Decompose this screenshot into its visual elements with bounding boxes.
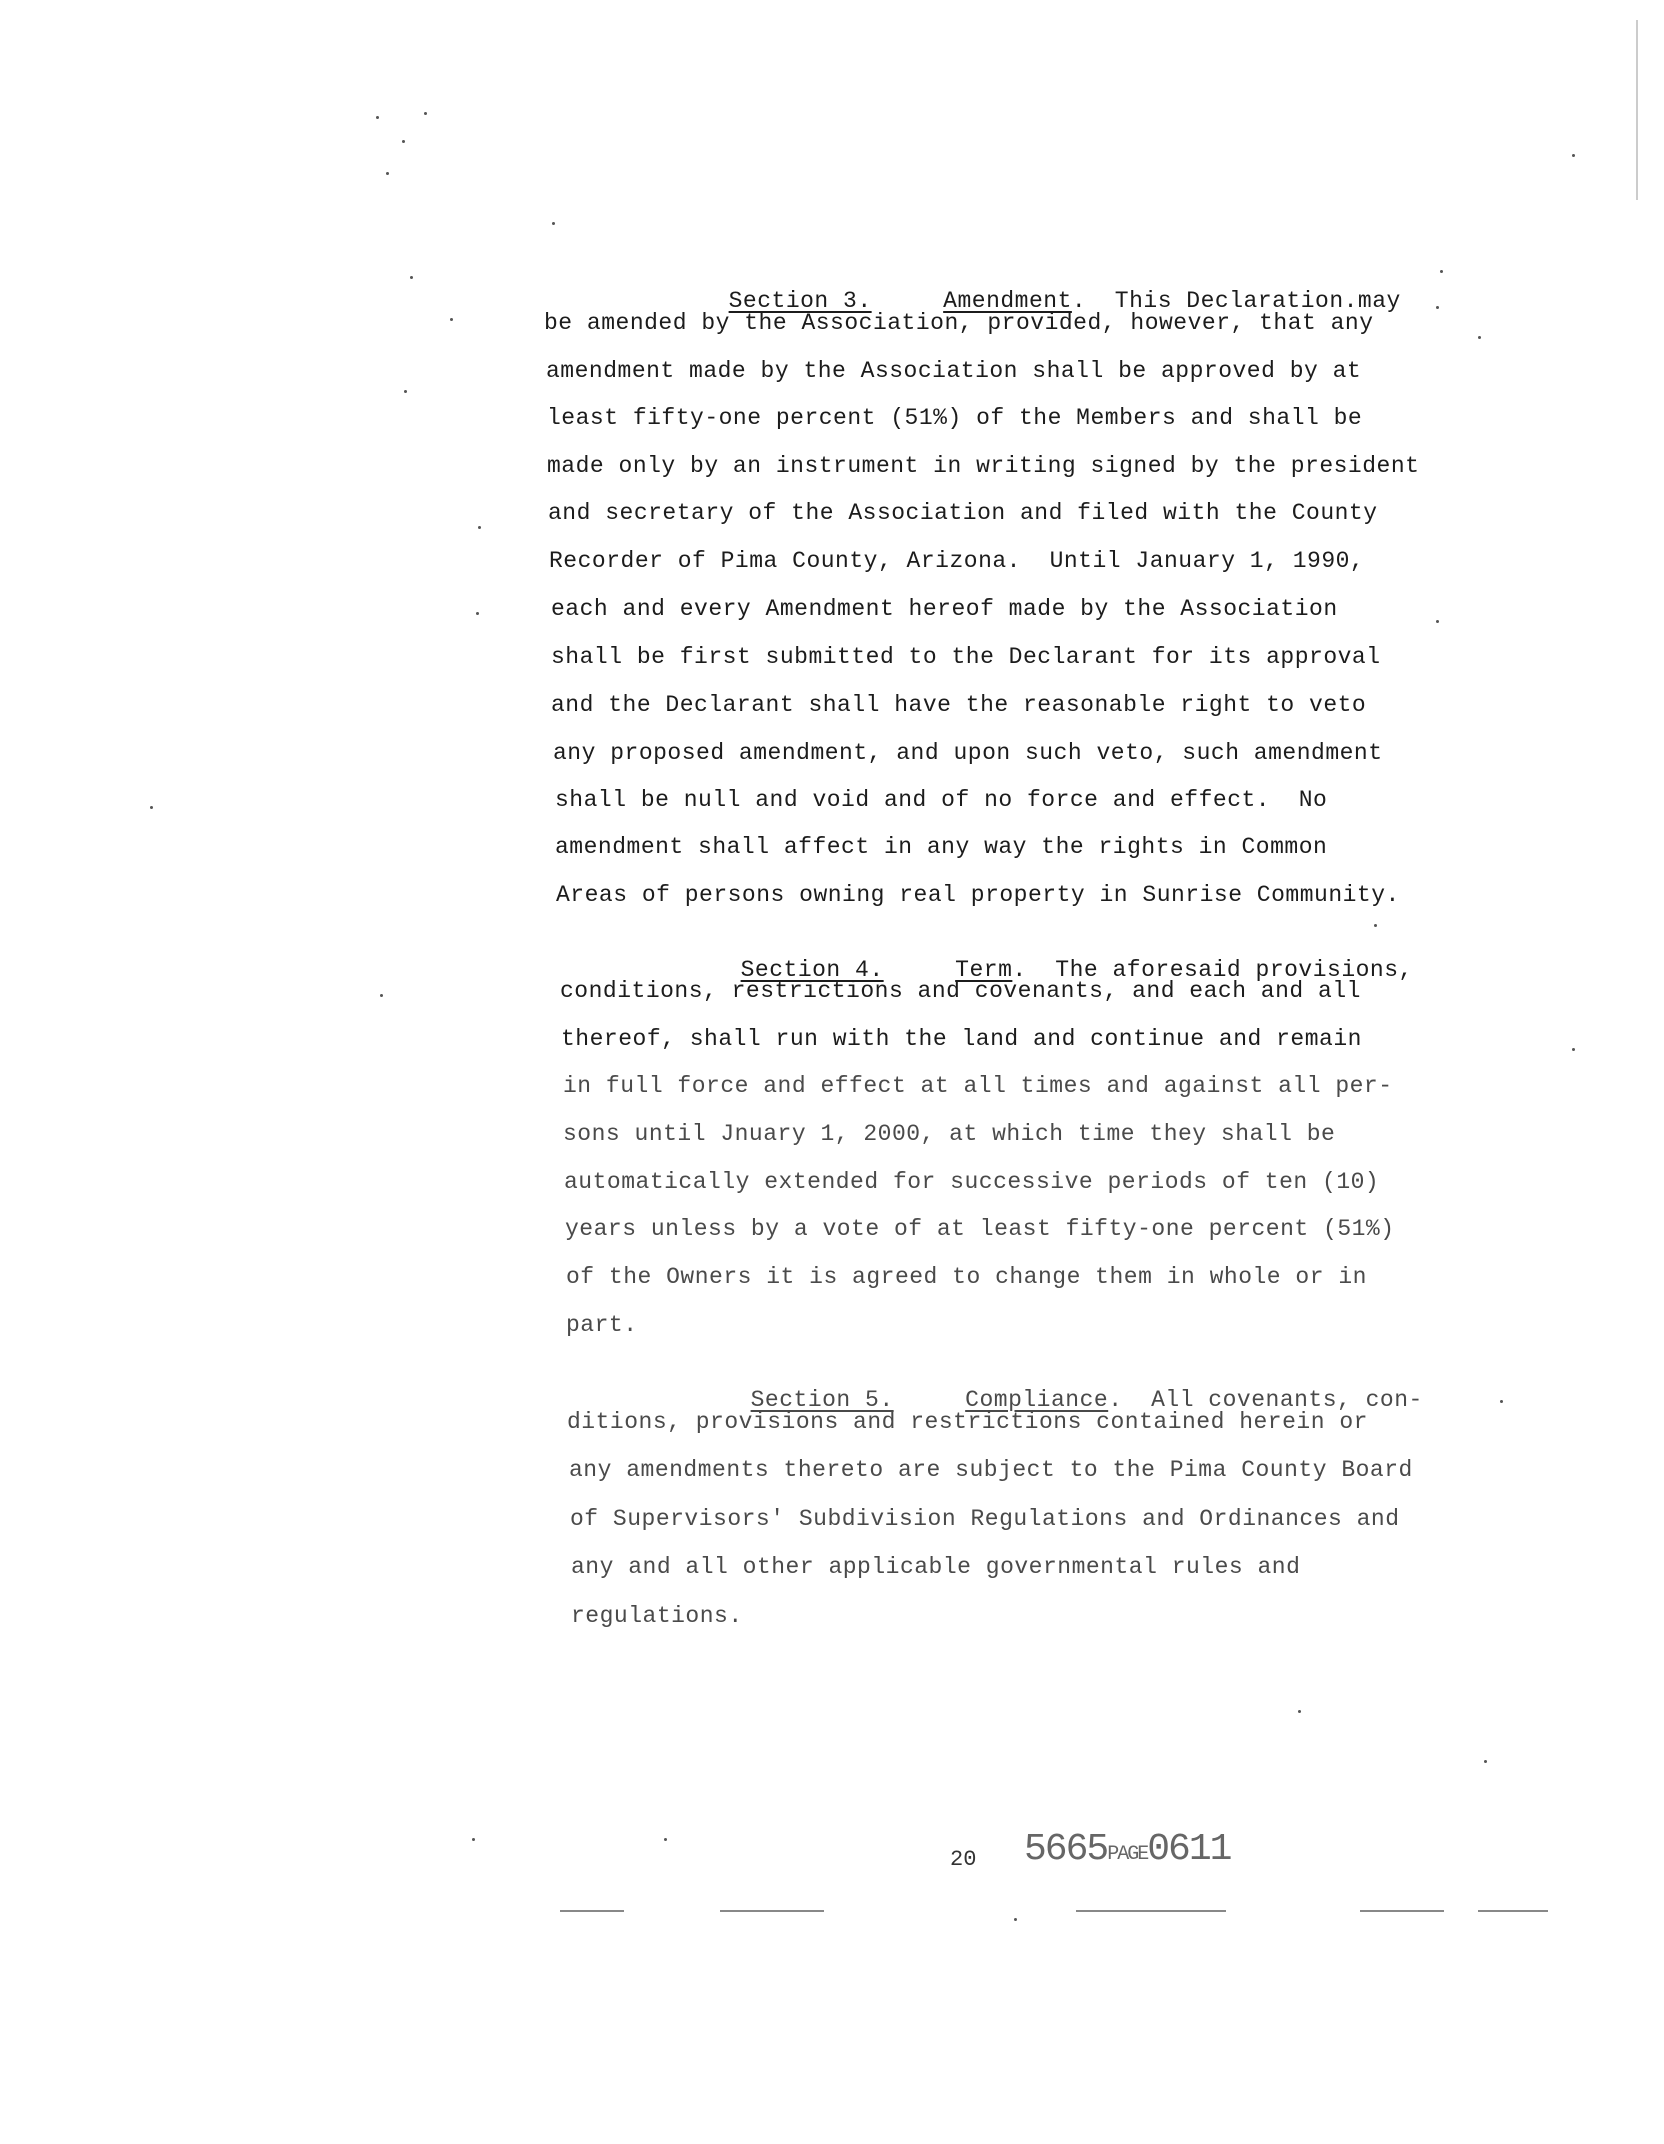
section-3-lead: . This Declaration.may	[1071, 288, 1401, 314]
text-line: thereof, shall run with the land and continue and remain	[561, 1026, 1362, 1052]
section-3-number: Section 3.	[728, 288, 872, 314]
text-line: automatically extended for successive periods of ten (10)	[564, 1169, 1380, 1195]
text-line: each and every Amendment hereof made by the Association	[551, 596, 1338, 622]
text-line: any and all other applicable governmental rules and	[571, 1554, 1301, 1580]
section-5-lead: . All covenants, con-	[1108, 1387, 1423, 1413]
section-3-title: Amendment	[943, 288, 1072, 314]
text-line: of Supervisors' Subdivision Regulations and Ordinances and	[570, 1506, 1400, 1532]
text-line: ditions, provisions and restrictions contained herein or	[567, 1409, 1368, 1435]
text-line: any amendments thereto are subject to the Pima County Board	[569, 1457, 1413, 1483]
text-line: shall be first submitted to the Declarant for its approval	[551, 644, 1381, 670]
text-line: Areas of persons owning real property in Sunrise Community.	[556, 882, 1400, 908]
text-line: Recorder of Pima County, Arizona. Until January 1, 1990,	[549, 548, 1365, 574]
section-3-heading	[700, 262, 1401, 314]
section-4-lead: . The aforesaid provisions,	[1012, 957, 1413, 983]
text-line: in full force and effect at all times and against all per-	[563, 1073, 1393, 1099]
section-5-heading	[722, 1361, 1423, 1413]
text-line: least fifty-one percent (51%) of the Members and shall be	[547, 405, 1363, 431]
text-line: made only by an instrument in writing signed by the president	[547, 453, 1420, 479]
page-number: 20	[950, 1847, 977, 1872]
recording-stamp	[1024, 1828, 1230, 1871]
text-line: conditions, restrictions and covenants, and each and all	[560, 978, 1361, 1004]
stamp-page: 0611	[1147, 1828, 1231, 1871]
text-line: be amended by the Association, provided, however, that any	[544, 310, 1374, 336]
text-line: and secretary of the Association and filed with the County	[548, 500, 1378, 526]
section-4-title: Term	[955, 957, 1013, 983]
text-line: and the Declarant shall have the reasonable right to veto	[551, 692, 1367, 718]
section-5-title: Compliance	[965, 1387, 1109, 1413]
stamp-book: 5665	[1024, 1828, 1108, 1871]
text-line: any proposed amendment, and upon such veto, such amendment	[553, 740, 1383, 766]
section-5-number: Section 5.	[750, 1387, 894, 1413]
text-line: part.	[566, 1312, 638, 1338]
text-line: years unless by a vote of at least fifty-one percent (51%)	[565, 1216, 1395, 1242]
text-line: regulations.	[571, 1603, 743, 1629]
section-4-heading	[712, 931, 1413, 983]
text-line: of the Owners it is agreed to change them in whole or in	[566, 1264, 1367, 1290]
text-line: sons until Jnuary 1, 2000, at which time they shall be	[563, 1121, 1336, 1147]
section-4-number: Section 4.	[740, 957, 884, 983]
text-line: shall be null and void and of no force and effect. No	[555, 787, 1328, 813]
text-line: amendment made by the Association shall be approved by at	[546, 358, 1362, 384]
text-line: amendment shall affect in any way the rights in Common	[555, 834, 1328, 860]
stamp-page-label: PAGE	[1107, 1843, 1148, 1866]
